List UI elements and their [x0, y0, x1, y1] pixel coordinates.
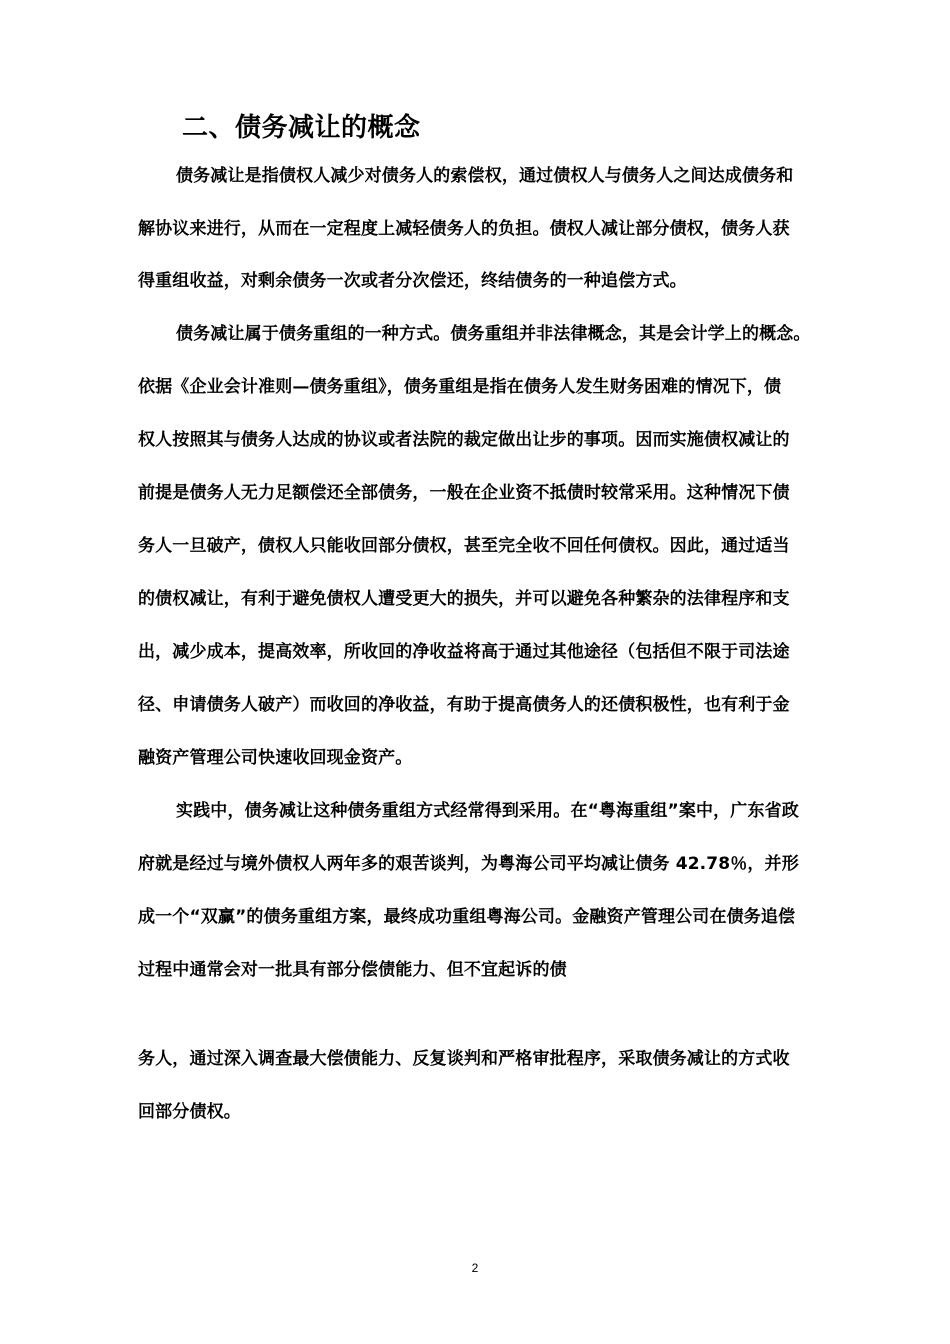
paragraph-line: 回部分债权。 — [138, 1102, 241, 1122]
paragraph-line: 得重组收益，对剩余债务一次或者分次偿还，终结债务的一种追偿方式。 — [138, 271, 687, 291]
paragraph-line: 融资产管理公司快速收回现金资产。 — [138, 748, 413, 768]
paragraph-line: 府就是经过与境外债权人两年多的艰苦谈判，为粤海公司平均减让债务 42.78％，并形 — [138, 854, 799, 874]
paragraph-line: 债务减让属于债务重组的一种方式。债务重组并非法律概念，其是会计学上的概念。 — [176, 324, 811, 344]
paragraph-line: 的债权减让，有利于避免债权人遭受更大的损失，并可以避免各种繁杂的法律程序和支 — [138, 589, 790, 609]
paragraph-line: 务人一旦破产，债权人只能收回部分债权，甚至完全收不回任何债权。因此，通过适当 — [138, 536, 790, 556]
paragraph-line: 过程中通常会对一批具有部分偿债能力、但不宜起诉的债 — [138, 960, 567, 980]
paragraph-line: 径、申请债务人破产）而收回的净收益，有助于提高债务人的还债积极性，也有利于金 — [138, 695, 790, 715]
paragraph-line: 出，减少成本，提高效率，所收回的净收益将高于通过其他途径（包括但不限于司法途 — [138, 642, 790, 662]
paragraph-line: 解协议来进行，从而在一定程度上减轻债务人的负担。债权人减让部分债权，债务人获 — [138, 219, 790, 239]
paragraph-line: 权人按照其与债务人达成的协议或者法院的裁定做出让步的事项。因而实施债权减让的 — [138, 430, 790, 450]
paragraph-line: 债务减让是指债权人减少对债务人的索偿权，通过债权人与债务人之间达成债务和 — [176, 166, 794, 186]
paragraph-line: 务人，通过深入调查最大偿债能力、反复谈判和严格审批程序，采取债务减让的方式收 — [138, 1049, 790, 1069]
paragraph-line: 实践中，债务减让这种债务重组方式经常得到采用。在“粤海重组”案中，广东省政 — [176, 801, 799, 821]
paragraph-line: 前提是债务人无力足额偿还全部债务，一般在企业资不抵债时较常采用。这种情况下债 — [138, 483, 790, 503]
paragraph-line: 成一个“双赢”的债务重组方案，最终成功重组粤海公司。金融资产管理公司在债务追偿 — [138, 907, 796, 927]
page-number: 2 — [471, 1261, 479, 1275]
paragraph-line: 依据《企业会计准则—债务重组》，债务重组是指在债务人发生财务困难的情况下，债 — [138, 377, 782, 397]
section-heading: 二、债务减让的概念 — [182, 113, 421, 143]
